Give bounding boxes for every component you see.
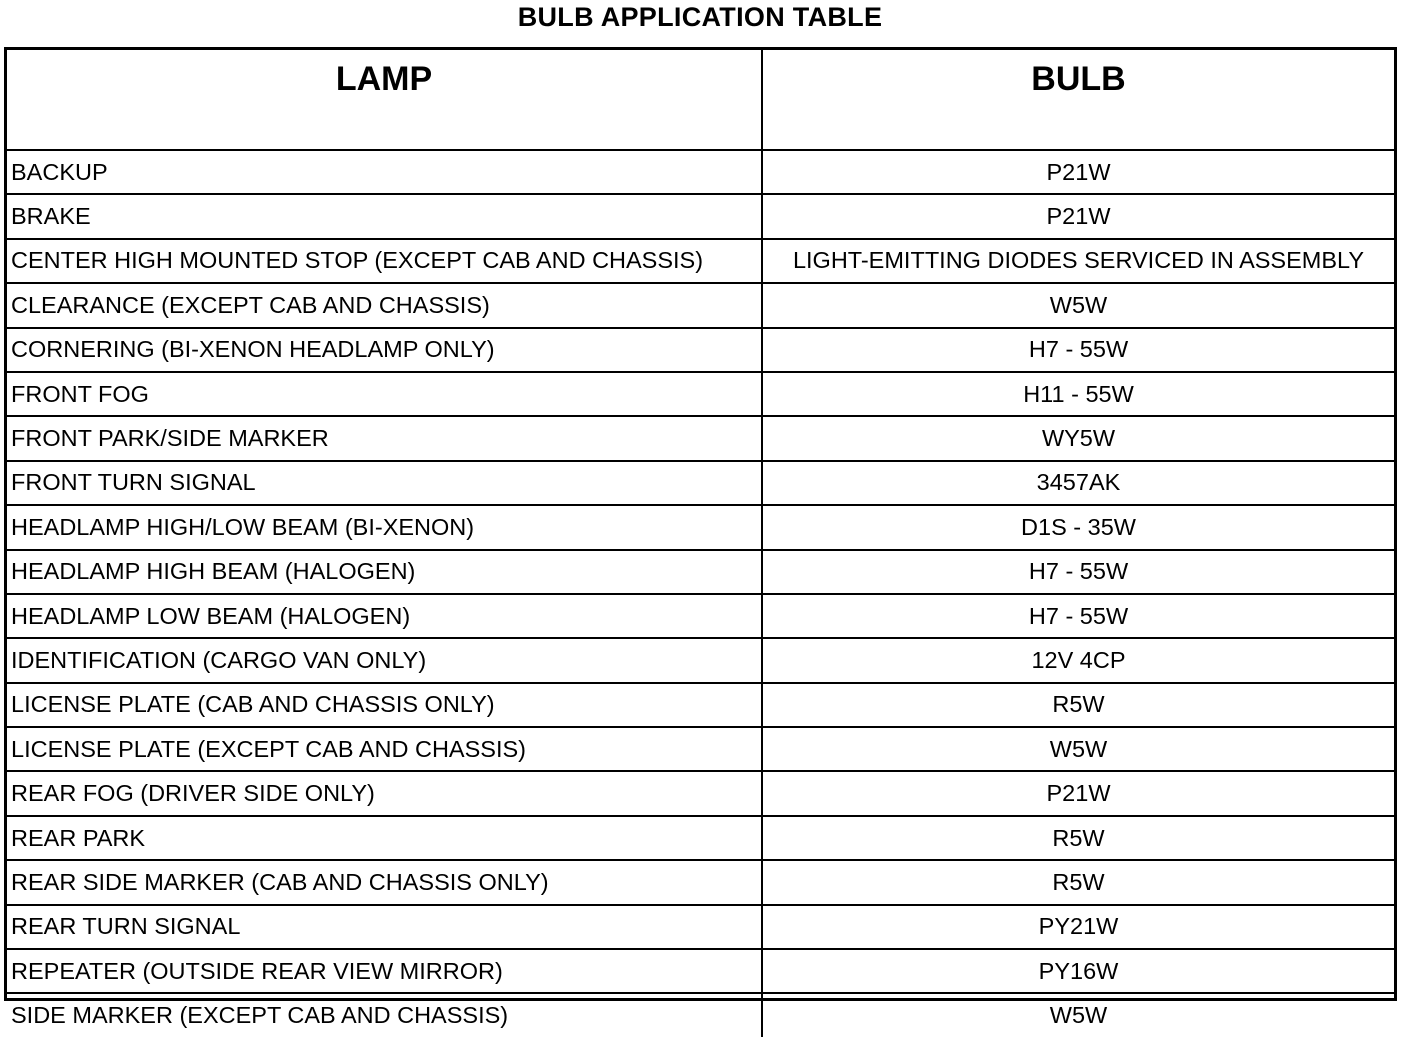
column-header-bulb: BULB (762, 50, 1394, 150)
bulb-cell: P21W (762, 150, 1394, 194)
lamp-cell: CENTER HIGH MOUNTED STOP (EXCEPT CAB AND CHASSIS) (7, 239, 762, 283)
table-row (7, 150, 1394, 194)
table-row (7, 860, 1394, 904)
lamp-cell: FRONT TURN SIGNAL (7, 461, 762, 505)
lamp-cell: BACKUP (7, 150, 762, 194)
table-row (7, 194, 1394, 238)
bulb-cell: PY16W (762, 949, 1394, 993)
bulb-cell: 12V 4CP (762, 638, 1394, 682)
table-row (7, 239, 1394, 283)
bulb-application-table (7, 50, 1394, 1037)
table-row (7, 550, 1394, 594)
bulb-cell: W5W (762, 283, 1394, 327)
bulb-cell: P21W (762, 194, 1394, 238)
lamp-cell: LICENSE PLATE (CAB AND CHASSIS ONLY) (7, 683, 762, 727)
table-row (7, 594, 1394, 638)
bulb-cell: H7 - 55W (762, 328, 1394, 372)
lamp-cell: HEADLAMP HIGH BEAM (HALOGEN) (7, 550, 762, 594)
bulb-cell: P21W (762, 771, 1394, 815)
table-row (7, 461, 1394, 505)
lamp-cell: IDENTIFICATION (CARGO VAN ONLY) (7, 638, 762, 682)
table-row (7, 771, 1394, 815)
bulb-cell: H7 - 55W (762, 594, 1394, 638)
table-title: BULB APPLICATION TABLE (517, 2, 883, 32)
table-row (7, 683, 1394, 727)
table-row (7, 372, 1394, 416)
bulb-table-frame (4, 47, 1397, 1029)
lamp-cell: REAR FOG (DRIVER SIDE ONLY) (7, 771, 762, 815)
table-row (7, 638, 1394, 682)
table-row (7, 993, 1394, 1036)
bulb-cell: W5W (762, 727, 1394, 771)
table-row (7, 416, 1394, 460)
lamp-cell: FRONT PARK/SIDE MARKER (7, 416, 762, 460)
table-row (7, 905, 1394, 949)
lamp-cell: CLEARANCE (EXCEPT CAB AND CHASSIS) (7, 283, 762, 327)
bulb-cell: 3457AK (762, 461, 1394, 505)
bulb-cell: R5W (762, 860, 1394, 904)
table-row (7, 949, 1394, 993)
lamp-cell: SIDE MARKER (EXCEPT CAB AND CHASSIS) (7, 993, 762, 1036)
header-row (7, 50, 1394, 150)
lamp-cell: LICENSE PLATE (EXCEPT CAB AND CHASSIS) (7, 727, 762, 771)
lamp-cell: REAR TURN SIGNAL (7, 905, 762, 949)
bulb-cell: R5W (762, 816, 1394, 860)
lamp-cell: HEADLAMP LOW BEAM (HALOGEN) (7, 594, 762, 638)
lamp-cell: REAR PARK (7, 816, 762, 860)
lamp-cell: REAR SIDE MARKER (CAB AND CHASSIS ONLY) (7, 860, 762, 904)
column-header-lamp: LAMP (7, 50, 762, 150)
lamp-cell: FRONT FOG (7, 372, 762, 416)
bulb-cell: PY21W (762, 905, 1394, 949)
bulb-cell: D1S - 35W (762, 505, 1394, 549)
bulb-cell: W5W (762, 993, 1394, 1036)
bulb-cell: LIGHT-EMITTING DIODES SERVICED IN ASSEMBLY (762, 239, 1394, 283)
table-row (7, 727, 1394, 771)
bulb-cell: R5W (762, 683, 1394, 727)
lamp-cell: BRAKE (7, 194, 762, 238)
bulb-cell: WY5W (762, 416, 1394, 460)
table-row (7, 328, 1394, 372)
bulb-cell: H7 - 55W (762, 550, 1394, 594)
table-row (7, 505, 1394, 549)
table-row (7, 283, 1394, 327)
lamp-cell: REPEATER (OUTSIDE REAR VIEW MIRROR) (7, 949, 762, 993)
lamp-cell: CORNERING (BI-XENON HEADLAMP ONLY) (7, 328, 762, 372)
table-row (7, 816, 1394, 860)
bulb-cell: H11 - 55W (762, 372, 1394, 416)
lamp-cell: HEADLAMP HIGH/LOW BEAM (BI-XENON) (7, 505, 762, 549)
